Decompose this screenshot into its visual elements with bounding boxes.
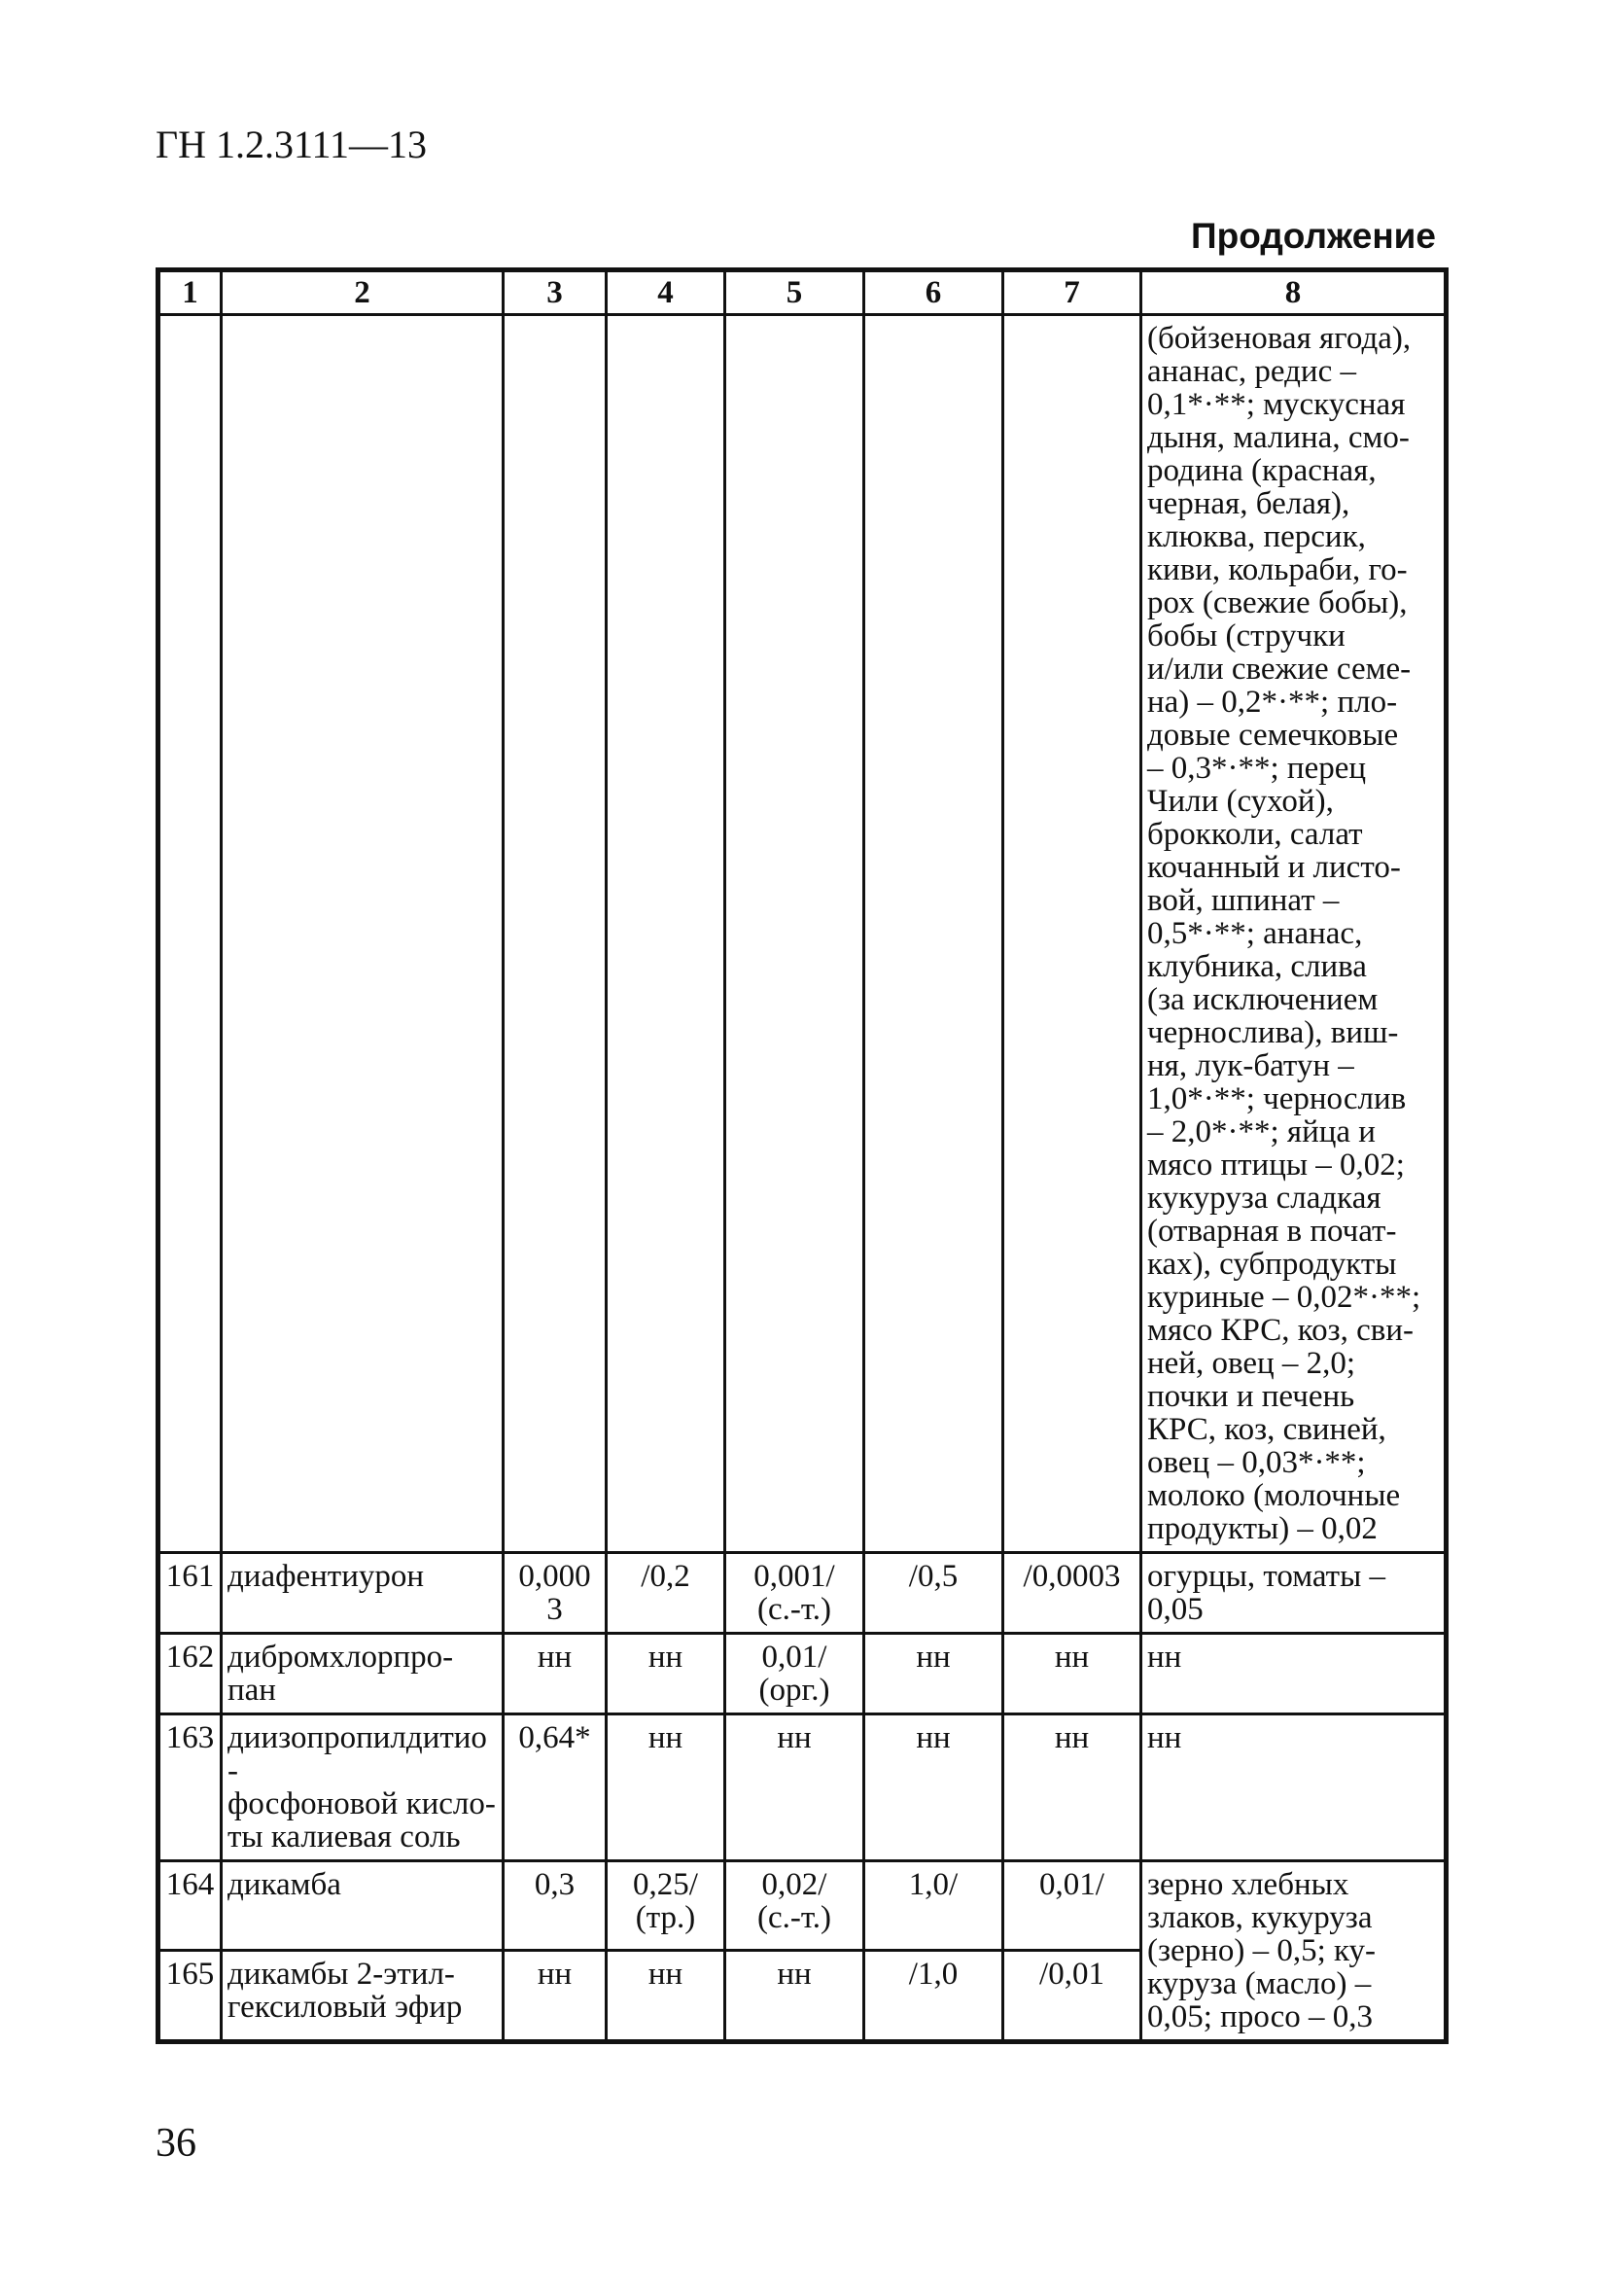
cell-line: дибромхлорпро- [227,1640,454,1675]
row-number: 161 [158,1553,222,1634]
cell-line: овец – 0,03*·**; [1147,1445,1366,1480]
table-cell [725,1714,864,1861]
cell-line: пан [227,1673,276,1708]
table-cell [158,315,222,1553]
cell-line: довые семечковые [1147,718,1399,753]
cell-line: брокколи, салат [1147,817,1363,852]
table-cell [607,1861,725,1951]
table-cell [1003,1553,1141,1634]
cell-line: (бойзеновая ягода), [1147,321,1412,356]
cell-line: Чили (сухой), [1147,784,1334,819]
cell-line: /0,0003 [1023,1559,1121,1594]
cell-line: (с.-т.) [756,1592,832,1627]
column-header: 7 [1003,270,1141,315]
cell-line: ананас, редис – [1147,354,1356,389]
column-header: 4 [607,270,725,315]
cell-line: (тр.) [635,1900,696,1935]
table-cell-notes [1141,1714,1447,1861]
table-cell [222,315,504,1553]
cell-line: куриные – 0,02*·**; [1147,1280,1421,1315]
row-number: 164 [158,1861,222,1951]
cell-line: диизопропилдитио- [227,1720,487,1788]
cell-line: ках), субпродукты [1147,1247,1397,1282]
cell-line: (отварная в почат- [1147,1214,1397,1249]
table-row [158,1714,1447,1861]
cell-line: вой, шпинат – [1147,883,1340,918]
continuation-label: Продолжение [1191,216,1436,256]
cell-line: нн [1147,1720,1182,1755]
substance-name [222,1714,504,1861]
cell-line: черная, белая), [1147,486,1350,521]
cell-line: 0,000 [518,1559,591,1594]
table-cell [725,315,864,1553]
cell-line: нн [777,1720,812,1755]
cell-line: 0,05 [1147,1592,1204,1627]
cell-line: бобы (стручки [1147,618,1346,653]
substance-name [222,1553,504,1634]
cell-line: нн [1054,1640,1090,1675]
table-cell [1003,315,1141,1553]
cell-line: 1,0/ [908,1867,959,1902]
cell-line: клюква, персик, [1147,519,1366,554]
cell-line: диафентиурон [227,1559,425,1594]
cell-line: 3 [546,1592,563,1627]
cell-line: /0,01 [1039,1957,1104,1993]
table-row [158,1634,1447,1714]
cell-line: нн [537,1640,573,1675]
cell-line: ты калиевая соль [227,1819,461,1854]
cell-line: нн [647,1720,683,1755]
cell-line: 0,64* [518,1720,591,1755]
cell-line: нн [916,1720,951,1755]
cell-line: нн [1147,1640,1182,1675]
table-cell [864,1714,1003,1861]
cell-line: почки и печень [1147,1379,1355,1414]
table-cell [1003,1634,1141,1714]
cell-line: нн [647,1957,683,1993]
cell-line: клубника, слива [1147,949,1367,984]
table-cell [607,1951,725,2042]
row-number: 162 [158,1634,222,1714]
row-number: 163 [158,1714,222,1861]
cell-line: родина (красная, [1147,453,1377,488]
cell-line: 0,02/ [761,1867,827,1902]
cell-line: и/или свежие семе- [1147,652,1412,687]
table-cell-notes [1141,1553,1447,1634]
cell-line: – 0,3*·**; перец [1147,751,1367,786]
cell-line: 0,5*·**; ананас, [1147,916,1363,951]
table-cell [1003,1861,1141,1951]
cell-line: дикамба [227,1867,341,1902]
table-cell [725,1861,864,1951]
table-row [158,1861,1447,1951]
cell-line: молоко (молочные [1147,1478,1401,1513]
table-row-continued [158,315,1447,1553]
substance-name [222,1634,504,1714]
cell-line: злаков, кукуруза [1147,1900,1373,1935]
cell-line: 0,001/ [753,1559,835,1594]
page-number: 36 [156,2121,196,2166]
table-cell [504,315,607,1553]
cell-line: ня, лук-батун – [1147,1048,1354,1083]
cell-line: 0,25/ [633,1867,698,1902]
cell-line: гексиловый эфир [227,1990,463,2026]
table-cell [725,1951,864,2042]
cell-line: нн [777,1957,812,1993]
table-cell [504,1951,607,2042]
cell-line: зерно хлебных [1147,1867,1349,1902]
cell-line: нн [537,1957,573,1993]
column-header: 8 [1141,270,1447,315]
cell-line: мясо КРС, коз, сви- [1147,1313,1415,1348]
table-cell [607,1634,725,1714]
cell-line: 0,01/ [1039,1867,1104,1902]
cell-line: на) – 0,2*·**; пло- [1147,685,1398,720]
cell-line: кукуруза сладкая [1147,1181,1381,1216]
table-cell [607,315,725,1553]
row-number: 165 [158,1951,222,2042]
cell-line: 0,01/ [761,1640,827,1675]
table-cell [504,1634,607,1714]
table-cell-notes-shared [1141,1861,1447,2042]
table-cell-notes [1141,315,1447,1553]
column-header: 3 [504,270,607,315]
cell-line: /0,2 [641,1559,690,1594]
cell-line: чернослива), виш- [1147,1015,1399,1050]
cell-line: КРС, коз, свиней, [1147,1412,1386,1447]
cell-line: нн [647,1640,683,1675]
cell-line: мясо птицы – 0,02; [1147,1148,1405,1183]
cell-line: 1,0*·**; чернослив [1147,1081,1407,1116]
cell-line: /1,0 [908,1957,959,1993]
cell-line: дыня, малина, смо- [1147,420,1410,455]
column-header: 1 [158,270,222,315]
cell-line: рох (свежие бобы), [1147,585,1408,620]
table-cell [864,1951,1003,2042]
cell-line: (зерно) – 0,5; ку- [1147,1933,1377,1968]
table-cell [864,1861,1003,1951]
cell-line: киви, кольраби, го- [1147,552,1408,587]
substance-name [222,1951,504,2042]
table-cell [504,1861,607,1951]
table-cell [725,1634,864,1714]
table-cell [725,1553,864,1634]
table-cell [504,1553,607,1634]
cell-line: кочанный и листо- [1147,850,1401,885]
substance-name [222,1861,504,1951]
header-row [158,270,1447,315]
table-cell [864,315,1003,1553]
cell-line: 0,1*·**; мускусная [1147,387,1406,422]
cell-line: куруза (масло) – [1147,1966,1372,2001]
column-header: 5 [725,270,864,315]
cell-line: (орг.) [758,1673,830,1708]
cell-line: – 2,0*·**; яйца и [1147,1114,1376,1149]
cell-line: фосфоновой кисло- [227,1786,496,1821]
table-cell [864,1553,1003,1634]
cell-line: нн [916,1640,951,1675]
data-table [156,267,1449,2044]
table-row [158,1553,1447,1634]
cell-line: 0,05; просо – 0,3 [1147,1999,1374,2034]
cell-line: /0,5 [908,1559,959,1594]
table-cell [1003,1951,1141,2042]
cell-line: огурцы, томаты – [1147,1559,1386,1594]
cell-line: нн [1054,1720,1090,1755]
table-cell [607,1714,725,1861]
column-header: 6 [864,270,1003,315]
cell-line: (за исключением [1147,982,1379,1017]
column-header: 2 [222,270,504,315]
table-cell [607,1553,725,1634]
cell-line: продукты) – 0,02 [1147,1511,1378,1546]
cell-line: ней, овец – 2,0; [1147,1346,1356,1381]
table-cell [864,1634,1003,1714]
cell-line: дикамбы 2-этил- [227,1957,455,1993]
document-code: ГН 1.2.3111—13 [156,123,428,166]
cell-line: 0,3 [534,1867,576,1902]
table-cell [504,1714,607,1861]
table-cell [1003,1714,1141,1861]
table-cell-notes [1141,1634,1447,1714]
cell-line: (с.-т.) [756,1900,832,1935]
